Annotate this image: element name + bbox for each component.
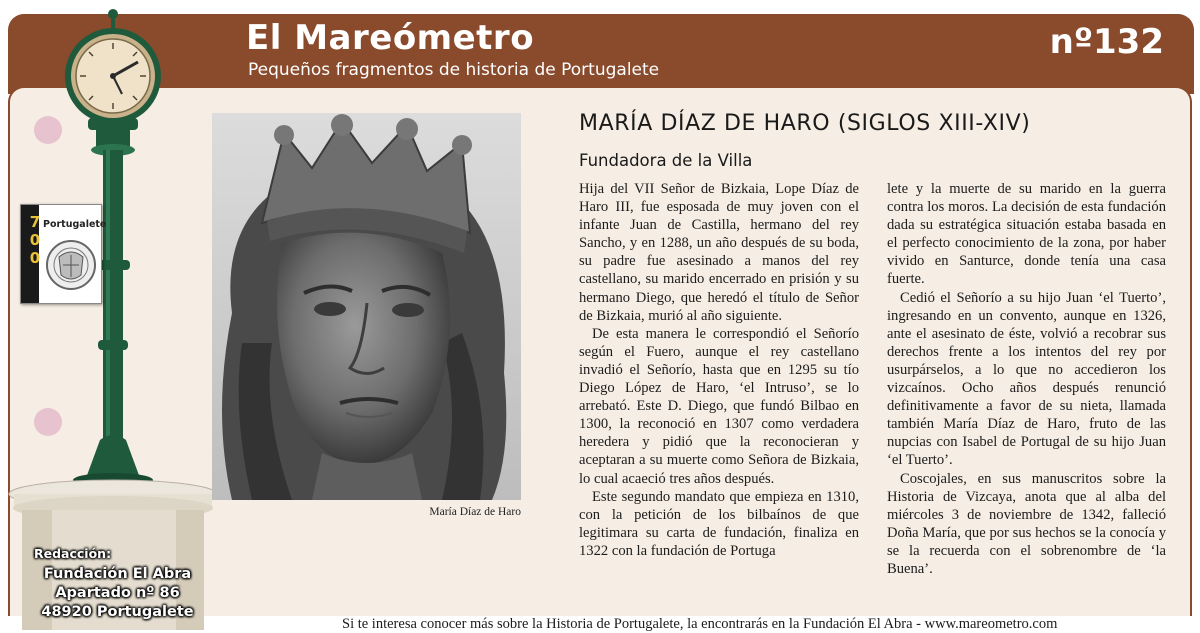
portrait-photo (212, 113, 521, 500)
badge-label: Portugalete (43, 219, 107, 230)
badge-number (21, 213, 44, 276)
masthead-title: El Mareómetro (246, 18, 535, 58)
article-subheading: Fundadora de la Villa (579, 151, 753, 170)
article-paragraph: Hija del VII Señor de Bizkaia, Lope Díaz de Haro III, fue esposada de muy joven con el infante Juan de Castilla, hermano del rey Sancho, y en 1288, un año después de su boda, su padre fue asesinado a manos del rey castellano, su marido encerrado en prisión y su hermano Diego, que heredó el título de Señor de Bizkaia, murió al año siguiente. (579, 181, 859, 324)
article-paragraph: Cedió el Señorío a su hijo Juan ‘el Tuerto’, ingresando en un convento, aunque en 1326, ante el asesinato de éste, volvió a recobrar sus derechos frente a los intentos del rey por usurpárselos, a lo que no accedieron los vizcaínos. Ocho años después renunció definitivamente a favor de su nieta, llamada también María Díaz de Haro, fruto de las nupcias con Isabel de Portugal de su hijo Juan ‘el Tuerto’. (887, 289, 1166, 469)
footer-note: Si te interesa conocer más sobre la Historia de Portugalete, la encontrarás en la Fundación El Abra - www.mareometro.com (342, 616, 1058, 632)
article-paragraph: lete y la muerte de su marido en la guerra contra los moros. La decisión de esta fundación dada su estratégica situación estaba basada en el perfecto conocimiento de la zona, por haber vivido en Santurce, donde tenía una casa fuerte. (887, 181, 1166, 288)
article-paragraph: Este segundo mandato que empieza en 1310, con la petición de los bilbaínos de que legitimara su carta de fundación, finaliza en 1322 con la fundación de Portuga (579, 488, 859, 559)
coat-of-arms-seal-icon (45, 235, 97, 295)
article-paragraph: De esta manera le correspondió el Señorío según el Fuero, aunque el rey castellano invadió el Señorío, hasta que en 1295 su tío Diego López de Haro, ‘el Intruso’, se lo arrebató. Este D. Diego, que fundó Bilbao en 1300, la reconoció en 1307 como verdadera heredera y pidió que la reconocieran y aceptaran a su muerte como Señora de Bizkaia, lo cual acaeció tres años después. (579, 325, 859, 487)
editorial-po-box: Apartado nº 86 (55, 585, 180, 601)
editorial-organization: Fundación El Abra (43, 566, 192, 582)
portrait-caption: María Díaz de Haro (429, 506, 521, 518)
tide-clock-lamppost-illustration (0, 0, 230, 630)
article-paragraph: Coscojales, en sus manuscritos sobre la Historia de Vizcaya, anota que al alba del miércoles 3 de noviembre de 1342, falleció Doña María, que por sus hechos se la conocía y se la recuerda con el sobrenombre de ‘la Buena’. (887, 470, 1166, 577)
issue-number: nº132 (1049, 22, 1164, 62)
editorial-postal-address: 48920 Portugalete (41, 604, 194, 620)
article-column-2 (887, 180, 1166, 578)
article-column-1 (579, 180, 859, 560)
editorial-label: Redacción: (34, 546, 112, 561)
badge-digits: 700 (26, 213, 44, 267)
anniversary-badge (20, 204, 107, 304)
statue-portrait-illustration (212, 113, 521, 500)
masthead-subtitle: Pequeños fragmentos de historia de Portugalete (248, 60, 660, 80)
article-heading: MARÍA DÍAZ DE HARO (SIGLOS XIII-XIV) (579, 111, 1031, 136)
